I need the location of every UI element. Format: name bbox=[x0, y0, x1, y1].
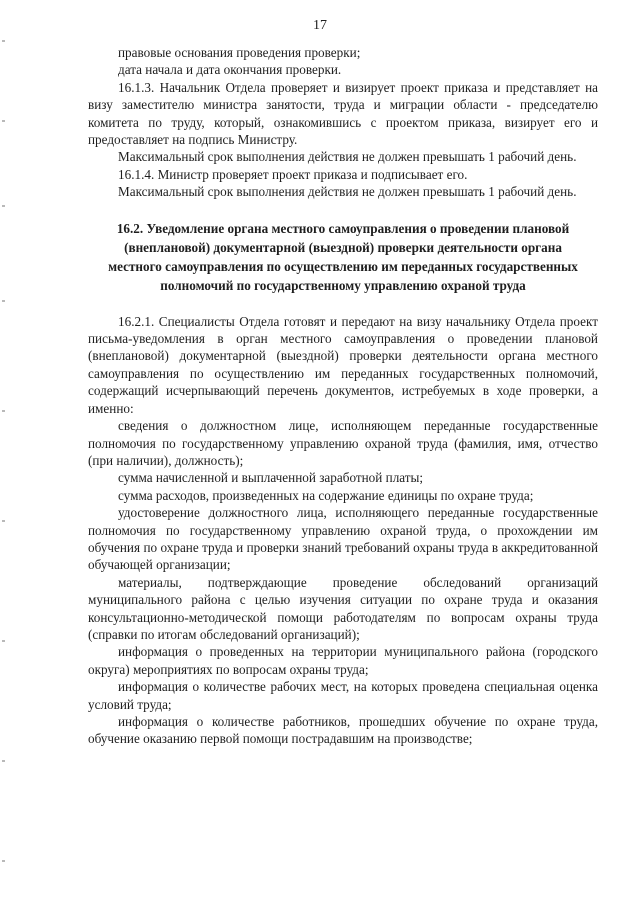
list-item: материалы, подтверждающие проведение обследований организаций муниципального района с целью изучения ситуации по охране труда и оказания консультационно-методической помощи работодателям по вопросам охраны труда (справки по итогам обследований организаций); bbox=[88, 574, 598, 642]
paragraph: правовые основания проведения проверки; bbox=[118, 45, 361, 60]
scan-edge-marks bbox=[2, 0, 6, 905]
paragraph: Максимальный срок выполнения действия не должен превышать 1 рабочий день. bbox=[118, 184, 577, 200]
paragraph: 16.1.3. Начальник Отдела проверяет и визирует проект приказа и представляет на визу заместителю министра занятости, труда и миграции области - председателю комитета по труду, который, ознакомившись с проектом приказа, визирует его и предоставляет на подпись Министру. bbox=[88, 79, 598, 148]
paragraph: 16.1.4. Министр проверяет проект приказа и подписывает его. bbox=[118, 166, 468, 182]
page-number: 17 bbox=[313, 18, 327, 33]
paragraph: дата начала и дата окончания проверки. bbox=[118, 62, 342, 78]
list-item: информация о количестве работников, прошедших обучение по охране труда, обучение оказанию первой помощи пострадавшим на производстве; bbox=[88, 714, 598, 747]
list-item: сведения о должностном лице, исполняющем переданные государственные полномочия по государственному управлению охраной труда (фамилия, имя, отчество (при наличии), должность); bbox=[88, 418, 598, 468]
list-item: сумма расходов, произведенных на содержание единицы по охране труда; bbox=[118, 487, 534, 503]
document-body bbox=[88, 44, 598, 748]
section-heading: 16.2. Уведомление органа местного самоуправления о проведении плановой (внеплановой) документарной (выездной) проверки деятельности органа местного самоуправления по осуществлению им переданных государственных полномочий по государственному управлению охраной труда bbox=[108, 220, 578, 293]
list-item: сумма начисленной и выплаченной заработной платы; bbox=[118, 470, 424, 486]
paragraph: Максимальный срок выполнения действия не должен превышать 1 рабочий день. bbox=[118, 149, 577, 165]
list-item: информация о проведенных на территории муниципального района (городского округа) мероприятиях по вопросам охраны труда; bbox=[88, 644, 598, 677]
list-item: информация о количестве рабочих мест, на которых проведена специальная оценка условий труда; bbox=[88, 679, 598, 712]
paragraph: 16.2.1. Специалисты Отдела готовят и передают на визу начальнику Отдела проект письма-уведомления в орган местного самоуправления о проведении плановой (внеплановой) документарной (выездной) проверки деятельности органа местного самоуправления по осуществлению им переданных государственных полномочий, содержащий исчерпывающий перечень документов, истребуемых в ходе проверки, а именно: bbox=[88, 313, 598, 416]
list-item: удостоверение должностного лица, исполняющего переданные государственные полномочия по государственному управлению охраной труда, о прохождении им обучения по охране труда и проверки знаний требований охраны труда в аккредитованной обучающей организации; bbox=[88, 505, 598, 573]
